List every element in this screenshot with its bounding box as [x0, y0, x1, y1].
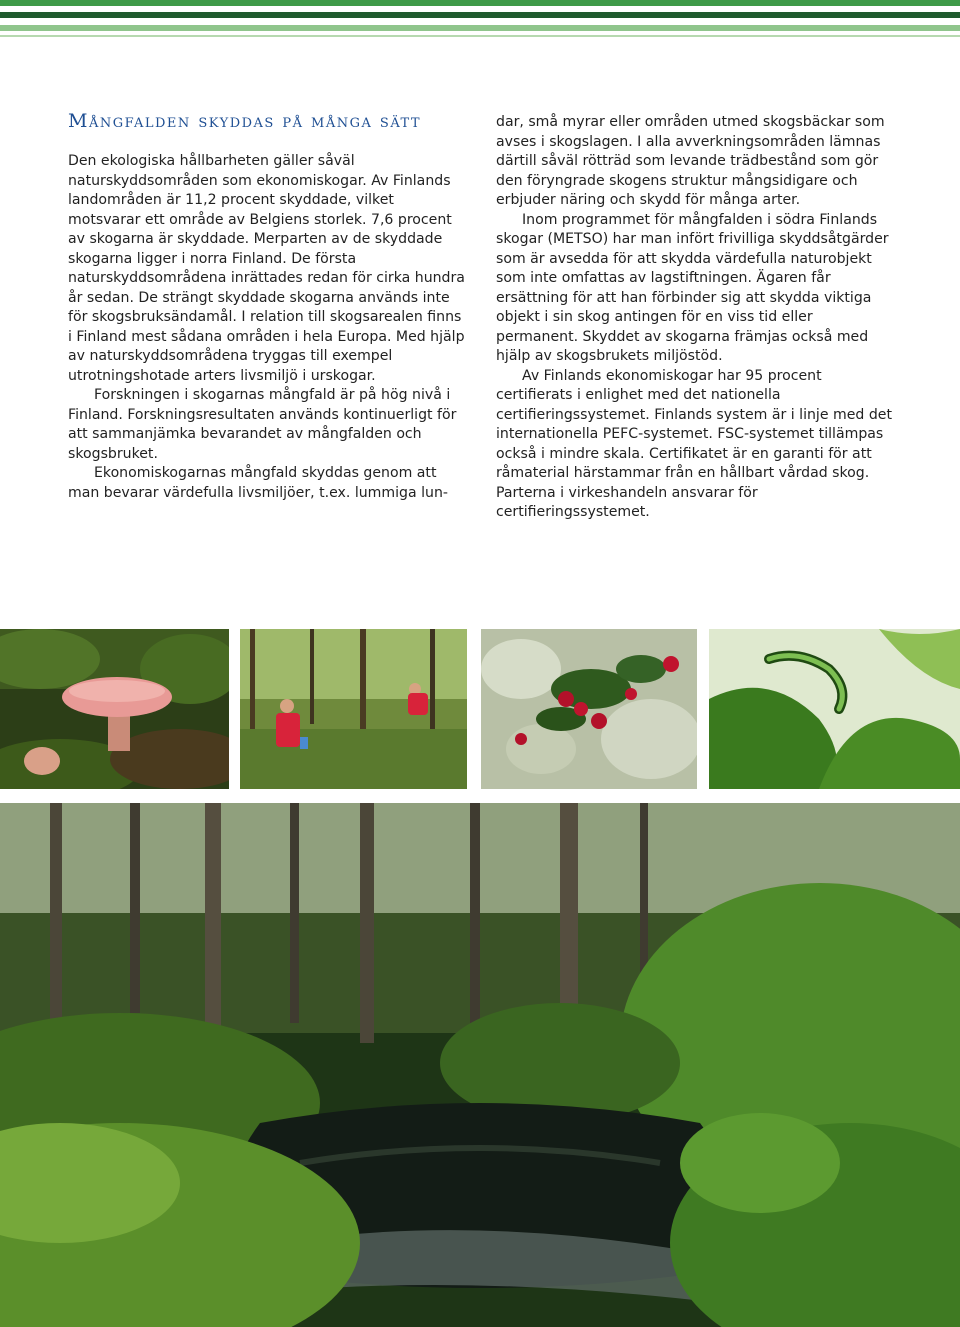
header-stripe-2: [0, 12, 960, 18]
paragraph: dar, små myrar eller områden utmed skogsbäckar som avses i skogslagen. I alla avverkningsområden lämnas därtill såväl rötträd som levande trädbestånd som gör den föryngrade skogens struktur mångsidigare och erbjuder näring och skydd för många arter.: [496, 114, 885, 208]
header-stripe-3: [0, 25, 960, 31]
left-text-column: [68, 152, 468, 503]
paragraph: Forskningen i skogarnas mångfald är på hög nivå i Finland. Forskningsresultaten används kontinuerligt för att sammanjämka bevarandet av mångfalden och skogsbruket.: [68, 387, 457, 462]
forest-stream-photo: [0, 803, 960, 1327]
header-stripe-4: [0, 35, 960, 37]
header-stripe-1: [0, 0, 960, 6]
paragraph: Ekonomiskogarnas mångfald skyddas genom att man bevarar värdefulla livsmiljöer, t.ex. lummiga lun-: [68, 465, 448, 501]
paragraph: Den ekologiska hållbarheten gäller såväl naturskyddsområden som ekonomiskogar. Av Finlands landområden är 11,2 procent skyddade, vilket motsvarar ett område av Belgiens storlek. 7,6 procent av skogarna är skyddade. Merparten av de skyddade skogarna ligger i norra Finland. De första naturskyddsområdena inrättades redan för cirka hundra år sedan. De strängt skyddade skogarna används inte för skogsbruksändamål. I relation till skogsarealen finns i Finland mest sådana områden i hela Europa. Med hjälp av naturskyddsområdena tryggas till exempel utrotningshotade arters livsmiljö i urskogar.: [68, 153, 465, 384]
mushroom-photo: [0, 629, 229, 789]
caterpillar-photo: [709, 629, 960, 789]
paragraph: Av Finlands ekonomiskogar har 95 procent certifierats i enlighet med det nationella certifieringssystemet. Finlands system är i linje med det internationella PEFC-systemet. FSC-systemet tillämpas också i mindre skala. Certifikatet är en garanti för att råmaterial härstammar från en hållbart vårdad skog. Parterna i virkeshandeln ansvarar för certifieringssystemet.: [496, 367, 892, 520]
right-text-column: [496, 113, 896, 523]
section-heading: Mångfalden skyddas på många sätt: [68, 110, 422, 132]
paragraph: Inom programmet för mångfalden i södra Finlands skogar (METSO) har man infört frivilliga skyddsåtgärder som är avsedda för att skydda värdefulla naturobjekt som inte omfattas av lagstiftningen. Ägaren får ersättning för att han förbinder sig att skydda viktiga objekt i sin skog antingen för en viss tid eller permanent. Skyddet av skogarna främjas också med hjälp av skogsbrukets miljöstöd.: [496, 211, 889, 364]
lingonberries-photo: [481, 629, 697, 789]
berry-pickers-photo: [240, 629, 467, 789]
